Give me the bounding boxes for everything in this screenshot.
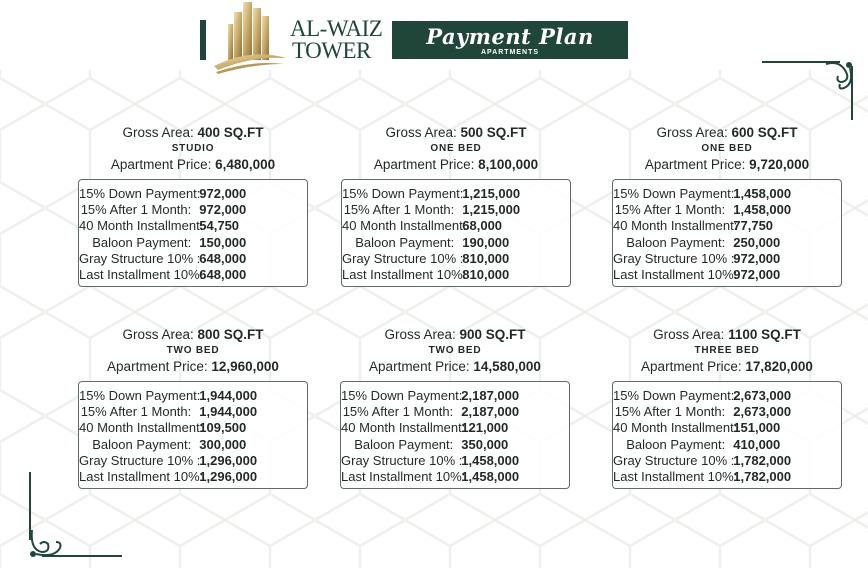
gross-area-label: Gross Area:: [385, 125, 457, 140]
payment-breakdown-box: [612, 381, 842, 489]
payment-row: [79, 234, 307, 250]
payment-value: 2,187,000: [461, 403, 520, 419]
payment-value: 250,000: [733, 234, 781, 250]
gross-area-value: 500 SQ.FT: [460, 125, 527, 140]
price-label: Apartment Price:: [110, 157, 212, 172]
payment-row: [79, 420, 307, 436]
price-value: 12,960,000: [211, 359, 279, 374]
payment-value: 1,458,000: [461, 452, 520, 468]
payment-label: 40 Month Installment:: [342, 218, 467, 234]
brand-line-1: AL-WAIZ: [290, 16, 383, 41]
tower-logo-icon: [212, 0, 288, 74]
unit-type: ONE BED: [701, 143, 753, 154]
payment-row: [79, 201, 307, 217]
payment-row: [342, 185, 570, 201]
gross-area-value: 1100 SQ.FT: [728, 327, 801, 342]
payment-value: 972,000: [199, 201, 247, 217]
payment-value: 1,215,000: [462, 185, 521, 201]
price-label: Apartment Price:: [373, 157, 475, 172]
payment-value: 1,296,000: [199, 452, 258, 468]
apartment-price: [341, 156, 571, 174]
payment-row: [79, 403, 307, 419]
payment-value: 1,215,000: [462, 201, 521, 217]
payment-row: [79, 436, 307, 452]
payment-label: 40 Month Installment:: [79, 218, 204, 234]
payment-label: Gray Structure 10% :: [79, 250, 201, 266]
unit-card-studio: [78, 125, 308, 283]
unit-type: TWO BED: [166, 345, 220, 356]
price-label: Apartment Price:: [644, 157, 746, 172]
payment-value: 972,000: [733, 267, 781, 283]
payment-value: 2,673,000: [733, 403, 792, 419]
payment-label: Gray Structure 10% :: [613, 452, 735, 468]
payment-label: 15% After 1 Month:: [80, 201, 192, 217]
payment-breakdown-box: [612, 179, 842, 287]
payment-value: 810,000: [462, 250, 510, 266]
payment-row: [613, 266, 841, 282]
payment-label: Baloon Payment:: [92, 234, 192, 250]
payment-plan-banner: [392, 21, 628, 59]
payment-label: 15% After 1 Month:: [614, 201, 726, 217]
payment-label: 40 Month Installment:: [613, 218, 738, 234]
plan-title: Payment Plan: [426, 24, 594, 49]
payment-row: [342, 250, 570, 266]
payment-value: 972,000: [199, 185, 247, 201]
payment-label: Baloon Payment:: [92, 436, 192, 452]
apartment-price: [340, 358, 570, 376]
unit-type: TWO BED: [428, 345, 482, 356]
payment-value: 2,673,000: [733, 387, 792, 403]
payment-label: Gray Structure 10% :: [342, 250, 464, 266]
payment-label: 15% After 1 Month:: [80, 403, 192, 419]
payment-label: Last Installment 10%:: [341, 469, 466, 485]
payment-row: [79, 266, 307, 282]
brand-name: [290, 18, 382, 62]
payment-row: [79, 185, 307, 201]
gross-area: [612, 327, 842, 343]
payment-label: 40 Month Installment:: [79, 420, 204, 436]
payment-row: [341, 468, 569, 484]
payment-label: 15% After 1 Month:: [342, 403, 454, 419]
brand-line-2: TOWER: [292, 38, 371, 63]
apartment-price: [612, 156, 842, 174]
unit-type: STUDIO: [171, 143, 215, 154]
payment-row: [613, 452, 841, 468]
payment-label: 40 Month Installment:: [613, 420, 738, 436]
price-label: Apartment Price:: [107, 359, 208, 374]
payment-label: Last Installment 10%:: [79, 267, 204, 283]
payment-value: 77,750: [733, 218, 774, 234]
payment-row: [341, 387, 569, 403]
payment-label: Gray Structure 10% :: [79, 452, 201, 468]
payment-row: [613, 420, 841, 436]
payment-value: 54,750: [199, 218, 240, 234]
price-label: Apartment Price:: [641, 359, 742, 374]
payment-value: 810,000: [462, 267, 510, 283]
payment-value: 648,000: [199, 250, 247, 266]
payment-breakdown-box: [78, 381, 308, 489]
payment-value: 150,000: [199, 234, 247, 250]
payment-value: 648,000: [199, 267, 247, 283]
payment-label: Baloon Payment:: [355, 234, 455, 250]
payment-label: 15% Down Payment:: [613, 387, 735, 403]
payment-row: [613, 403, 841, 419]
payment-row: [79, 452, 307, 468]
payment-label: 15% Down Payment:: [79, 185, 201, 201]
price-value: 17,820,000: [745, 359, 813, 374]
apartment-price: [612, 358, 842, 376]
payment-row: [613, 436, 841, 452]
payment-label: Baloon Payment:: [626, 436, 726, 452]
payment-row: [79, 468, 307, 484]
payment-label: Baloon Payment:: [626, 234, 726, 250]
payment-value: 1,458,000: [733, 185, 792, 201]
payment-label: Last Installment 10%:: [613, 267, 738, 283]
gross-area-label: Gross Area:: [122, 125, 194, 140]
unit-card-three-bed-1100: [612, 327, 842, 485]
gross-area-value: 800 SQ.FT: [197, 327, 264, 342]
payment-value: 1,782,000: [733, 452, 792, 468]
payment-row: [613, 234, 841, 250]
unit-card-one-bed-500: [341, 125, 571, 283]
payment-row: [79, 250, 307, 266]
payment-value: 68,000: [462, 218, 503, 234]
gross-area: [340, 327, 570, 343]
unit-card-two-bed-800: [78, 327, 308, 485]
payment-value: 121,000: [461, 420, 509, 436]
payment-value: 972,000: [733, 250, 781, 266]
price-value: 8,100,000: [478, 157, 539, 172]
gross-area: [78, 125, 308, 141]
payment-value: 1,458,000: [733, 201, 792, 217]
payment-row: [341, 403, 569, 419]
payment-label: Last Installment 10%:: [79, 469, 204, 485]
apartment-price: [78, 156, 308, 174]
payment-row: [79, 218, 307, 234]
price-value: 14,580,000: [473, 359, 541, 374]
payment-value: 1,782,000: [733, 469, 792, 485]
gross-area: [612, 125, 842, 141]
payment-row: [341, 436, 569, 452]
gross-area-label: Gross Area:: [653, 327, 725, 342]
payment-breakdown-box: [78, 179, 308, 287]
payment-row: [341, 420, 569, 436]
payment-row: [341, 452, 569, 468]
unit-type: THREE BED: [694, 345, 760, 356]
payment-value: 1,944,000: [199, 387, 258, 403]
gross-area-label: Gross Area:: [384, 327, 456, 342]
payment-value: 2,187,000: [461, 387, 520, 403]
gross-area-label: Gross Area:: [656, 125, 728, 140]
payment-label: Gray Structure 10% :: [613, 250, 735, 266]
payment-row: [79, 387, 307, 403]
payment-row: [342, 201, 570, 217]
payment-value: 151,000: [733, 420, 781, 436]
unit-type: ONE BED: [430, 143, 482, 154]
payment-value: 300,000: [199, 436, 247, 452]
payment-row: [613, 185, 841, 201]
gross-area: [78, 327, 308, 343]
payment-value: 190,000: [462, 234, 510, 250]
header: [0, 0, 868, 80]
gross-area-value: 900 SQ.FT: [459, 327, 526, 342]
payment-row: [613, 468, 841, 484]
payment-label: Baloon Payment:: [354, 436, 454, 452]
payment-label: 15% After 1 Month:: [614, 403, 726, 419]
payment-breakdown-box: [340, 381, 570, 489]
payment-label: 15% Down Payment:: [613, 185, 735, 201]
price-value: 9,720,000: [749, 157, 810, 172]
payment-row: [342, 234, 570, 250]
payment-label: Last Installment 10%:: [613, 469, 738, 485]
gross-area: [341, 125, 571, 141]
apartment-price: [78, 358, 308, 376]
payment-row: [613, 201, 841, 217]
payment-row: [613, 250, 841, 266]
payment-value: 1,458,000: [461, 469, 520, 485]
corner-ornament-top-right-icon: [760, 58, 856, 122]
payment-label: Last Installment 10%:: [342, 267, 467, 283]
payment-row: [342, 266, 570, 282]
gross-area-label: Gross Area:: [122, 327, 194, 342]
payment-label: 15% After 1 Month:: [343, 201, 455, 217]
payment-label: 15% Down Payment:: [342, 185, 464, 201]
unit-card-two-bed-900: [340, 327, 570, 485]
payment-label: 15% Down Payment:: [341, 387, 463, 403]
plan-subtitle: APARTMENTS: [480, 49, 540, 56]
price-value: 6,480,000: [215, 157, 276, 172]
gross-area-value: 600 SQ.FT: [731, 125, 798, 140]
payment-value: 410,000: [733, 436, 781, 452]
unit-card-one-bed-600: [612, 125, 842, 283]
payment-value: 1,944,000: [199, 403, 258, 419]
gross-area-value: 400 SQ.FT: [197, 125, 264, 140]
payment-value: 109,500: [199, 420, 247, 436]
payment-label: 40 Month Installment:: [341, 420, 466, 436]
payment-breakdown-box: [341, 179, 571, 287]
payment-label: Gray Structure 10% :: [341, 452, 463, 468]
payment-row: [613, 387, 841, 403]
logo-bar: [200, 20, 206, 60]
payment-row: [342, 218, 570, 234]
payment-value: 350,000: [461, 436, 509, 452]
payment-value: 1,296,000: [199, 469, 258, 485]
payment-row: [613, 218, 841, 234]
price-label: Apartment Price:: [369, 359, 470, 374]
payment-label: 15% Down Payment:: [79, 387, 201, 403]
